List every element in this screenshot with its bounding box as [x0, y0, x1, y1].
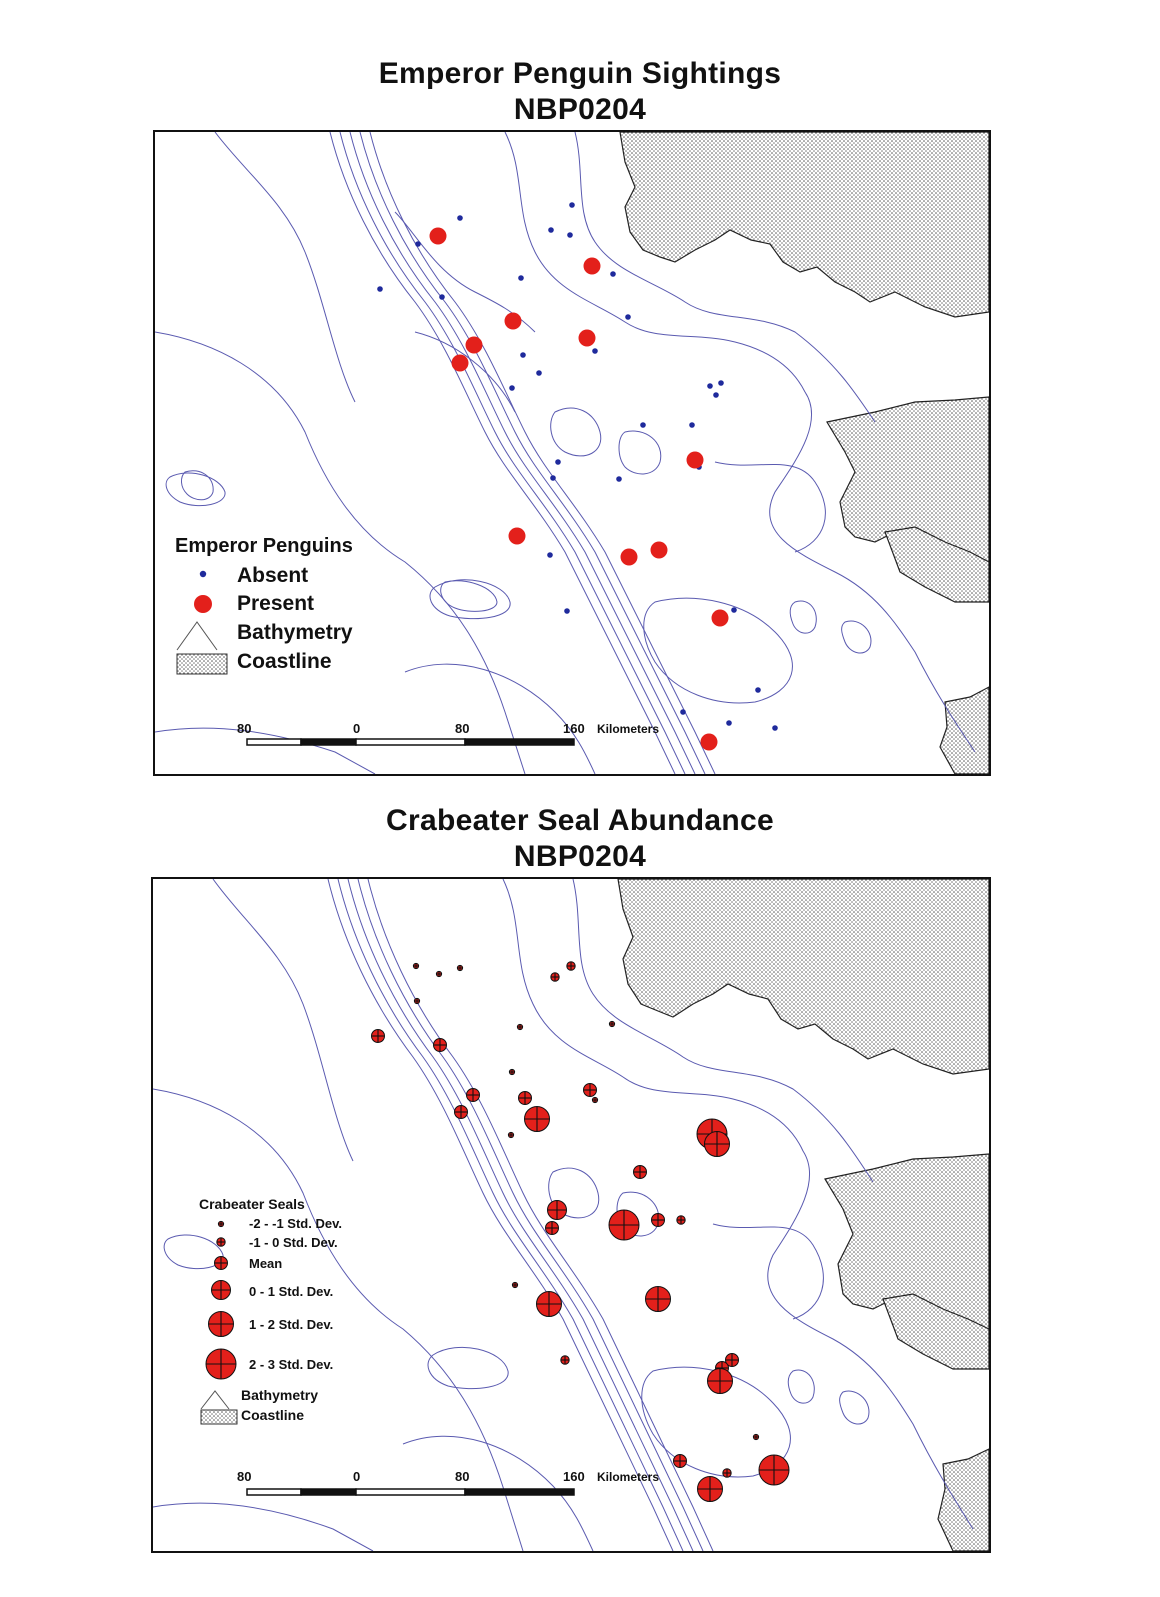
present-sighting-marker	[505, 313, 522, 330]
legend-bathymetry-symbol	[177, 622, 217, 650]
absent-sighting-marker	[520, 352, 526, 358]
seal-abundance-marker	[708, 1369, 733, 1394]
seal-abundance-marker	[634, 1166, 647, 1179]
seal-legend-symbol-3	[215, 1257, 228, 1270]
seal-abundance-marker	[517, 1024, 522, 1029]
seal-legend-class-3: Mean	[249, 1256, 283, 1271]
seal-abundance-marker	[753, 1434, 758, 1439]
absent-sighting-marker	[439, 294, 445, 300]
absent-sighting-marker	[731, 607, 737, 613]
seal-legend-coastline-symbol	[201, 1410, 237, 1424]
absent-sighting-marker	[772, 725, 778, 731]
absent-sighting-marker	[689, 422, 695, 428]
seal-legend-symbols	[206, 1221, 236, 1379]
absent-sighting-marker	[547, 552, 553, 558]
legend-title: Emperor Penguins	[175, 535, 353, 557]
absent-sighting-marker	[509, 385, 515, 391]
present-sighting-marker	[651, 542, 668, 559]
seal-abundance-marker	[705, 1132, 730, 1157]
absent-sighting-marker	[640, 422, 646, 428]
absent-sighting-marker	[415, 241, 421, 247]
absent-sighting-marker	[610, 271, 616, 277]
seal-abundance-marker	[548, 1201, 567, 1220]
seal-abundance-marker	[674, 1455, 687, 1468]
seal-abundance-marker	[508, 1132, 513, 1137]
seal-legend-title: Crabeater Seals	[199, 1196, 305, 1212]
seal-legend-class-4: 0 - 1 Std. Dev.	[249, 1284, 334, 1299]
scale-bar-2	[237, 1469, 659, 1495]
seal-abundance-marker	[434, 1039, 447, 1052]
seal-abundance-marker	[372, 1030, 385, 1043]
seal-map	[151, 877, 991, 1553]
scale2-unit: Kilometers	[597, 1470, 660, 1484]
present-sighting-marker	[701, 734, 718, 751]
absent-sighting-marker	[536, 370, 542, 376]
seal-abundance-marker	[546, 1222, 559, 1235]
seal-abundance-marker	[436, 971, 441, 976]
legend-present-symbol	[194, 595, 212, 613]
present-sighting-marker	[509, 528, 526, 545]
absent-sighting-marker	[680, 709, 686, 715]
seal-legend-symbol-6	[206, 1349, 236, 1379]
seal-legend-class-5: 1 - 2 Std. Dev.	[249, 1317, 334, 1332]
seal-legend	[199, 1196, 342, 1424]
absent-sighting-marker	[625, 314, 631, 320]
seal-legend-bathymetry-symbol	[201, 1391, 229, 1409]
legend-bathymetry-label: Bathymetry	[237, 621, 353, 644]
seal-abundance-marker	[519, 1092, 532, 1105]
absent-sighting-marker	[457, 215, 463, 221]
seal-abundance-points	[372, 962, 790, 1502]
seal-abundance-marker	[592, 1097, 597, 1102]
scale-tick-80: 80	[455, 721, 470, 736]
map2-title-line1: Crabeater Seal Abundance	[386, 804, 774, 837]
seal-legend-class-6: 2 - 3 Std. Dev.	[249, 1357, 334, 1372]
seal-legend-symbol-1	[218, 1221, 223, 1226]
present-sighting-marker	[621, 549, 638, 566]
absent-sighting-marker	[377, 286, 383, 292]
coastline-land-2	[618, 879, 989, 1551]
legend-coastline-symbol	[177, 654, 227, 674]
seal-abundance-marker	[677, 1216, 685, 1224]
seal-abundance-marker	[525, 1107, 550, 1132]
seal-legend-symbol-2	[217, 1238, 225, 1246]
scale2-tick-80: 80	[455, 1469, 470, 1484]
seal-abundance-marker	[759, 1455, 789, 1485]
seal-abundance-marker	[698, 1477, 723, 1502]
legend-absent-symbol	[200, 571, 206, 577]
seal-map-svg	[153, 879, 989, 1551]
seal-legend-symbol-5	[209, 1312, 234, 1337]
absent-sighting-marker	[548, 227, 554, 233]
scale2-tick-80-left: 80	[237, 1469, 252, 1484]
absent-sighting-marker	[718, 380, 724, 386]
seal-abundance-marker	[413, 963, 418, 968]
present-sighting-marker	[430, 228, 447, 245]
absent-sighting-marker	[616, 476, 622, 482]
scale2-tick-160: 160	[563, 1469, 585, 1484]
legend-coastline-label: Coastline	[237, 650, 332, 673]
legend-absent-label: Absent	[237, 564, 309, 587]
present-sighting-marker	[452, 355, 469, 372]
seal-legend-bathymetry-label: Bathymetry	[241, 1387, 319, 1403]
absent-sighting-marker	[713, 392, 719, 398]
scale-tick-0: 0	[353, 721, 361, 736]
absent-sighting-marker	[567, 232, 573, 238]
seal-abundance-marker	[414, 998, 419, 1003]
seal-abundance-marker	[537, 1292, 562, 1317]
seal-abundance-marker	[609, 1021, 614, 1026]
scale-unit: Kilometers	[597, 722, 660, 736]
penguin-sightings	[377, 202, 778, 750]
map1-title-line2: NBP0204	[513, 93, 647, 126]
scale-tick-80-left: 80	[237, 721, 252, 736]
absent-sighting-marker	[550, 475, 556, 481]
scale-bar	[237, 721, 659, 745]
absent-sighting-marker	[518, 275, 524, 281]
seal-abundance-marker	[584, 1084, 597, 1097]
absent-sighting-marker	[755, 687, 761, 693]
seal-legend-coastline-label: Coastline	[241, 1407, 305, 1423]
coastline-land	[620, 132, 989, 774]
seal-abundance-marker	[609, 1210, 639, 1240]
absent-sighting-marker	[726, 720, 732, 726]
absent-sighting-marker	[564, 608, 570, 614]
present-sighting-marker	[466, 337, 483, 354]
seal-abundance-marker	[561, 1356, 569, 1364]
present-sighting-marker	[712, 610, 729, 627]
seal-abundance-marker	[652, 1214, 665, 1227]
penguin-legend	[175, 535, 353, 674]
absent-sighting-marker	[555, 459, 561, 465]
seal-legend-symbol-4	[212, 1281, 231, 1300]
seal-abundance-marker	[512, 1282, 517, 1287]
absent-sighting-marker	[569, 202, 575, 208]
penguin-map-svg	[155, 132, 989, 774]
seal-abundance-marker	[567, 962, 575, 970]
legend-present-label: Present	[237, 592, 315, 615]
seal-abundance-marker	[455, 1106, 468, 1119]
map1-title-line1: Emperor Penguin Sightings	[378, 57, 782, 90]
absent-sighting-marker	[707, 383, 713, 389]
seal-abundance-marker	[723, 1469, 731, 1477]
seal-abundance-marker	[551, 973, 559, 981]
absent-sighting-marker	[592, 348, 598, 354]
present-sighting-marker	[584, 258, 601, 275]
seal-abundance-marker	[467, 1089, 480, 1102]
seal-legend-class-2: -1 - 0 Std. Dev.	[249, 1235, 338, 1250]
seal-legend-class-1: -2 - -1 Std. Dev.	[249, 1216, 342, 1231]
present-sighting-marker	[579, 330, 596, 347]
seal-abundance-marker	[646, 1287, 671, 1312]
scale-tick-160: 160	[563, 721, 585, 736]
seal-abundance-marker	[509, 1069, 514, 1074]
present-sighting-marker	[687, 452, 704, 469]
penguin-map	[153, 130, 991, 776]
scale2-tick-0: 0	[353, 1469, 361, 1484]
map2-title-line2: NBP0204	[513, 840, 647, 873]
seal-abundance-marker	[457, 965, 462, 970]
